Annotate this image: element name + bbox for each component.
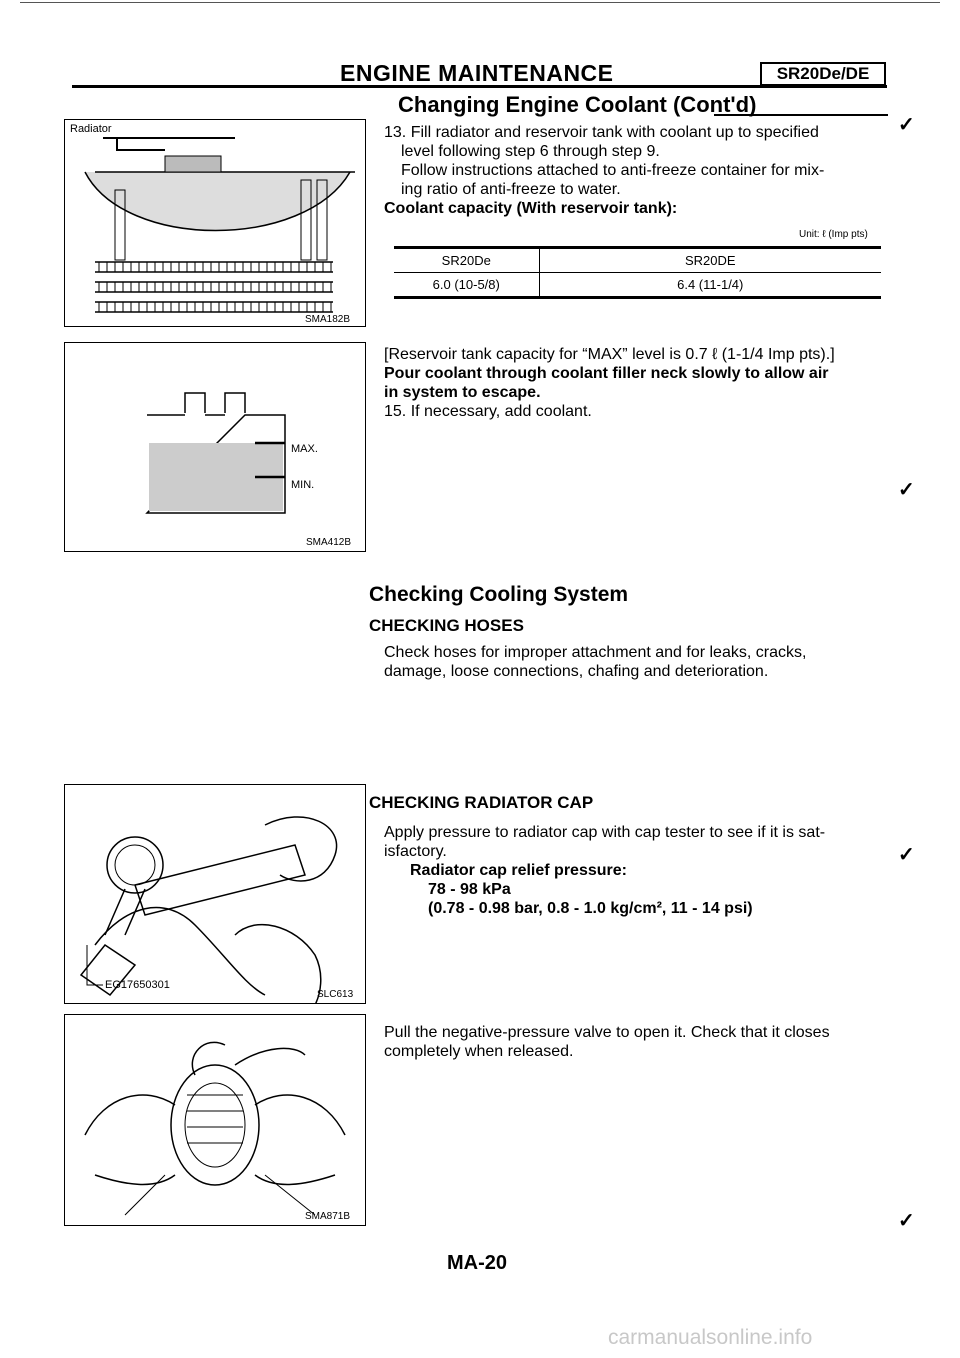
- radiator-figure: [64, 119, 366, 327]
- section-heading: Changing Engine Coolant (Cont'd): [398, 92, 757, 117]
- step13-line2: level following step 6 through step 9.: [401, 143, 660, 160]
- table-header-row: [394, 248, 881, 273]
- figure-code: SMA182B: [305, 314, 351, 325]
- pour-instruction-line1: Pour coolant through coolant filler neck slowly to allow air: [384, 365, 829, 382]
- relief-pressure-units: (0.78 - 0.98 bar, 0.8 - 1.0 kg/cm², 11 - 14 psi): [428, 900, 753, 917]
- check-mark-icon: ✓: [898, 479, 915, 501]
- max-level-label: MAX.: [291, 443, 318, 455]
- radiator-label: Radiator: [70, 123, 112, 135]
- page-top-rule: [20, 2, 940, 3]
- step15-text: 15. If necessary, add coolant.: [384, 403, 592, 420]
- tool-number-label: EG17650301: [105, 979, 170, 991]
- header-rule: [72, 85, 887, 88]
- valve-text-line1: Pull the negative-pressure valve to open it. Check that it closes: [384, 1024, 830, 1041]
- table-row: [394, 273, 881, 298]
- checking-hoses-heading: CHECKING HOSES: [369, 616, 524, 635]
- figure-code: SMA412B: [306, 537, 352, 548]
- figure-code: SMA871B: [305, 1211, 351, 1222]
- header-title: ENGINE MAINTENANCE: [340, 60, 614, 86]
- cap-text-line2: isfactory.: [384, 843, 447, 860]
- check-mark-icon: ✓: [898, 1210, 915, 1232]
- coolant-capacity-table: [394, 246, 881, 299]
- step13-line1: 13. Fill radiator and reservoir tank with coolant up to specified: [384, 124, 819, 141]
- unit-label: Unit: ℓ (Imp pts): [799, 229, 868, 240]
- page-number: MA-20: [447, 1252, 508, 1274]
- reservoir-tank-figure: [64, 342, 366, 552]
- vacuum-valve-illustration: [65, 1015, 366, 1226]
- section-heading-underline: [714, 114, 888, 116]
- relief-pressure-kpa: 78 - 98 kPa: [428, 881, 511, 898]
- table-cell: 6.0 (10-5/8): [394, 273, 539, 298]
- cooling-system-heading: Checking Cooling System: [369, 583, 629, 606]
- check-mark-icon: ✓: [898, 844, 915, 866]
- vacuum-valve-figure: [64, 1014, 366, 1226]
- hoses-text-line2: damage, loose connections, chafing and deterioration.: [384, 663, 769, 680]
- table-cell: 6.4 (11-1/4): [539, 273, 881, 298]
- step13-line4: ing ratio of anti-freeze to water.: [401, 181, 621, 198]
- cap-tester-illustration: [65, 785, 366, 1004]
- radiator-illustration: [65, 120, 366, 327]
- valve-text-line2: completely when released.: [384, 1043, 574, 1060]
- watermark: carmanualsonline.info: [608, 1326, 813, 1349]
- engine-model-badge: SR20De/DE: [760, 62, 886, 86]
- reservoir-capacity-note: [Reservoir tank capacity for “MAX” level is 0.7 ℓ (1-1/4 Imp pts).]: [384, 346, 835, 363]
- min-level-label: MIN.: [291, 479, 315, 491]
- table-header-cell: SR20De: [394, 248, 539, 273]
- figure-code: SLC613: [317, 989, 354, 1000]
- check-mark-icon: ✓: [898, 114, 915, 136]
- hoses-text-line1: Check hoses for improper attachment and for leaks, cracks,: [384, 644, 807, 661]
- step13-line3: Follow instructions attached to anti-freeze container for mix-: [401, 162, 825, 179]
- pour-instruction-line2: in system to escape.: [384, 384, 541, 401]
- relief-pressure-label: Radiator cap relief pressure:: [410, 862, 627, 879]
- radiator-cap-heading: CHECKING RADIATOR CAP: [369, 793, 594, 812]
- coolant-capacity-label: Coolant capacity (With reservoir tank):: [384, 200, 678, 217]
- cap-tester-figure: [64, 784, 366, 1004]
- cap-text-line1: Apply pressure to radiator cap with cap tester to see if it is sat-: [384, 824, 826, 841]
- reservoir-tank-illustration: [65, 343, 366, 552]
- table-header-cell: SR20DE: [539, 248, 881, 273]
